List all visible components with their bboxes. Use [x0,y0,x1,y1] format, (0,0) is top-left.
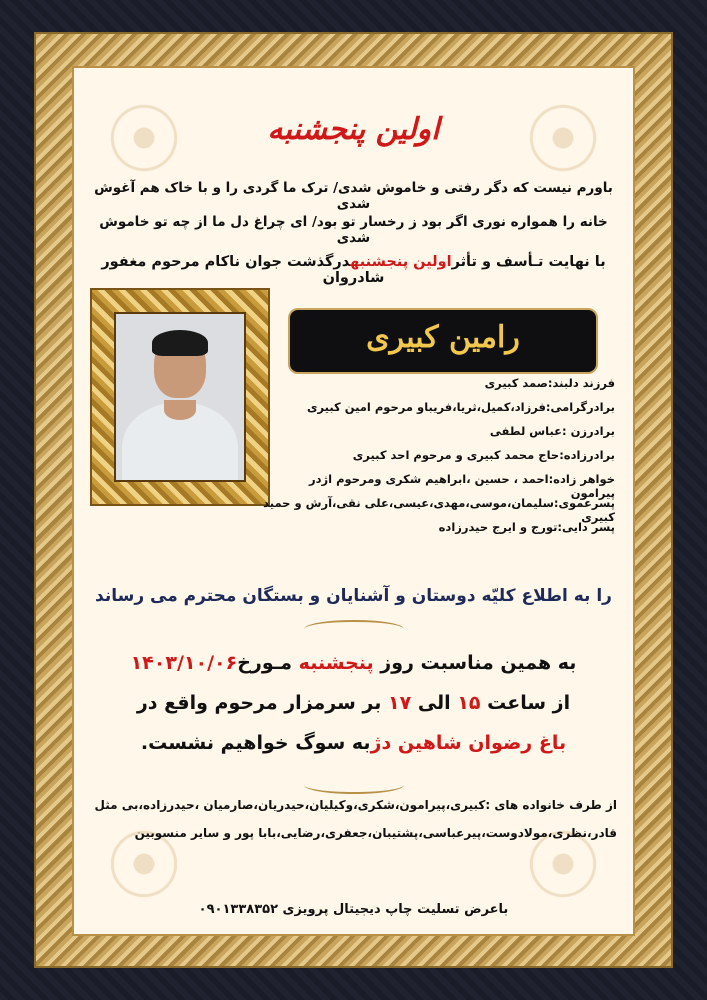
event-day: پنجشنبه [298,652,374,674]
family-list-item: برادرگرامی:فرزاد،کمیل،ثریا،فریباو مرحوم امین کبیری [306,400,615,414]
family-list-item: خواهر زاده:احمد ، حسین ،ابراهیم شکری ومرحوم اژدر پیرامون [309,472,615,500]
from-families-line: از طرف خانواده های :کبیری،پیرامون،شکری،وکیلیان،حیدریان،صارمیان ،حیدرزاده،بی مثل [94,798,617,812]
card-paper [72,66,635,936]
event-line [74,692,633,714]
event-text: به همین مناسبت روز [380,652,577,674]
ornamental-divider [304,620,404,638]
intro-part: درگذشت جوان ناکام مرحوم مغفور شادروان [101,254,385,286]
event-text: مـورخ [237,652,293,674]
event-text: به سوگ خواهیم نشست. [140,732,371,754]
family-list-item: پسر دایی:تورج و ایرج حیدرزاده [438,520,615,534]
printer-credit: باعرض تسلیت چاپ دیجیتال پرویزی ۰۹۰۱۳۳۸۳۵۲ [198,902,509,917]
intro-text [80,254,627,286]
family-list-item: پسرعموی:سلیمان،موسی،مهدی،عیسی،علی نقی،آرش و حمید کبیری [263,496,615,524]
event-text: الی [417,692,451,714]
event-date: ۱۴۰۳/۱۰/۰۶ [130,652,238,674]
family-list-item: برادرزن :عباس لطفی [489,424,615,438]
event-time-to: ۱۷ [387,692,412,714]
card-title: اولین پنجشنبه [267,112,440,147]
event-text: بر سرمزار مرحوم واقع در [136,692,382,714]
event-time-from: ۱۵ [457,692,481,714]
name-banner [288,308,598,374]
portrait-photo [114,312,246,482]
intro-part: با نهایت تـأسف و تأثر [451,254,606,270]
event-text: از ساعت [487,692,571,714]
portrait-hair [152,330,208,356]
intro-highlight: اولین پنجشنبه [350,254,452,270]
event-place: باغ رضوان شاهین دژ [370,732,567,754]
event-line [74,732,633,754]
poem-line: باورم نیست که دگر رفتی و خاموش شدی/ ترک ما گردی را و با خاک هم آغوش شدی [94,180,613,212]
from-families-line: قادر،نظری،مولادوست،پیرعباسی،پشتیبان،جعفری،رضایی،بابا پور و سایر منسوبین [134,826,617,840]
announcement-text: را به اطلاع کلیّه دوستان و آشنایان و بستگان محترم می رساند [95,586,612,606]
portrait-frame [90,288,270,506]
poem-line: خانه را همواره نوری اگر بود ز رخسار تو بود/ ای چراغ دل ما از چه تو خاموش شدی [99,214,608,246]
portrait-neck [164,400,196,420]
family-list-item: فرزند دلبند:صمد کبیری [484,376,615,390]
family-list-item: برادرزاده:حاج محمد کبیری و مرحوم احد کبیری [352,448,615,462]
deceased-name: رامین کبیری [366,320,520,355]
ornamental-divider [304,776,404,794]
event-line [74,652,633,674]
